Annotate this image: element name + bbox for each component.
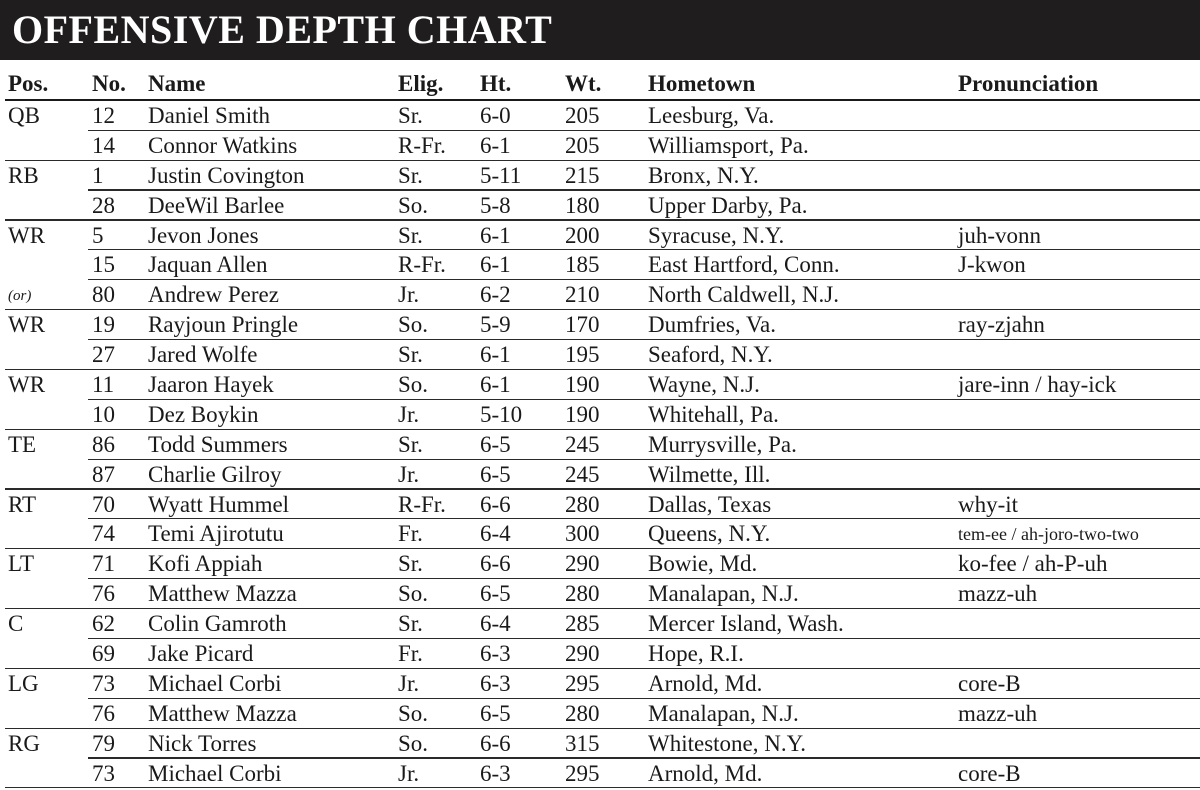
pronunciation-cell: core-B (958, 760, 1021, 786)
eligibility-cell: So. (398, 700, 429, 726)
number-cell: 76 (92, 581, 115, 607)
weight-cell: 280 (565, 491, 600, 517)
name-cell: Justin Covington (148, 162, 305, 188)
hometown-cell: East Hartford, Conn. (648, 252, 840, 278)
weight-cell: 205 (565, 132, 600, 158)
number-cell: 86 (92, 431, 115, 457)
table-row (0, 101, 1200, 131)
number-cell: 71 (92, 551, 115, 577)
eligibility-cell: So. (398, 730, 429, 756)
position-cell: RT (8, 491, 37, 517)
weight-cell: 200 (565, 222, 600, 248)
hometown-cell: Arnold, Md. (648, 670, 763, 696)
pronunciation-cell: ray-zjahn (958, 312, 1045, 338)
pronunciation-cell: why-it (958, 491, 1019, 517)
hometown-cell: North Caldwell, N.J. (648, 282, 840, 308)
weight-cell: 190 (565, 372, 600, 398)
number-cell: 14 (92, 132, 115, 158)
position-cell: QB (8, 103, 40, 128)
name-cell: Charlie Gilroy (148, 461, 282, 487)
weight-cell: 190 (565, 401, 600, 427)
weight-cell: 185 (565, 252, 600, 278)
hometown-cell: Queens, N.Y. (648, 521, 771, 547)
eligibility-cell: Sr. (398, 431, 423, 457)
weight-cell: 170 (565, 312, 600, 338)
eligibility-cell: Fr. (398, 521, 423, 547)
hometown-cell: Williamsport, Pa. (648, 132, 809, 158)
pronunciation-cell: juh-vonn (958, 222, 1042, 248)
weight-cell: 205 (565, 103, 600, 128)
roster-table (0, 101, 1200, 788)
table-row (0, 430, 1200, 460)
table-row (0, 759, 1200, 789)
header-no: No. (92, 71, 126, 96)
height-cell: 6-4 (480, 521, 511, 547)
name-cell: Nick Torres (148, 730, 257, 756)
height-cell: 6-3 (480, 641, 511, 667)
table-row (0, 191, 1200, 221)
weight-cell: 315 (565, 730, 600, 756)
table-row (0, 400, 1200, 430)
height-cell: 5-8 (480, 192, 511, 218)
name-cell: Matthew Mazza (148, 581, 297, 607)
weight-cell: 285 (565, 611, 600, 637)
name-cell: Dez Boykin (148, 401, 259, 427)
weight-cell: 195 (565, 342, 600, 368)
hometown-cell: Wilmette, Ill. (648, 461, 771, 487)
name-cell: Michael Corbi (148, 670, 282, 696)
table-row (0, 460, 1200, 490)
hometown-cell: Upper Darby, Pa. (648, 192, 808, 218)
height-cell: 6-3 (480, 760, 511, 786)
position-cell: RG (8, 730, 40, 756)
name-cell: Matthew Mazza (148, 700, 297, 726)
number-cell: 70 (92, 491, 115, 517)
height-cell: 6-6 (480, 730, 511, 756)
table-row (0, 250, 1200, 280)
position-cell: C (8, 611, 24, 637)
hometown-cell: Whitehall, Pa. (648, 401, 779, 427)
height-cell: 6-1 (480, 372, 511, 398)
name-cell: Colin Gamroth (148, 611, 287, 637)
table-row (0, 161, 1200, 191)
number-cell: 69 (92, 641, 115, 667)
table-row (0, 699, 1200, 729)
hometown-cell: Bowie, Md. (648, 551, 758, 577)
name-cell: Daniel Smith (148, 103, 271, 128)
position-cell: RB (8, 162, 39, 188)
header-hometown: Hometown (648, 71, 756, 96)
height-cell: 6-1 (480, 222, 511, 248)
name-cell: Michael Corbi (148, 760, 282, 786)
hometown-cell: Manalapan, N.J. (648, 700, 799, 726)
height-cell: 6-6 (480, 491, 511, 517)
number-cell: 5 (92, 222, 104, 248)
page-title: OFFENSIVE DEPTH CHART (12, 7, 553, 52)
table-row (0, 221, 1200, 251)
name-cell: Andrew Perez (148, 282, 279, 308)
hometown-cell: Whitestone, N.Y. (648, 730, 807, 756)
height-cell: 5-11 (480, 162, 522, 188)
number-cell: 73 (92, 760, 115, 786)
height-cell: 6-2 (480, 282, 511, 308)
row-divider (5, 787, 1200, 788)
table-row (0, 131, 1200, 161)
name-cell: Jevon Jones (148, 222, 259, 248)
hometown-cell: Murrysville, Pa. (648, 431, 797, 457)
pronunciation-cell: mazz-uh (958, 581, 1038, 607)
weight-cell: 280 (565, 700, 600, 726)
height-cell: 6-1 (480, 342, 511, 368)
weight-cell: 295 (565, 760, 600, 786)
number-cell: 87 (92, 461, 115, 487)
number-cell: 28 (92, 192, 115, 218)
weight-cell: 180 (565, 192, 600, 218)
table-row (0, 280, 1200, 310)
weight-cell: 290 (565, 551, 600, 577)
position-cell: (or) (8, 288, 32, 305)
name-cell: Connor Watkins (148, 132, 298, 158)
hometown-cell: Dallas, Texas (648, 491, 772, 517)
number-cell: 27 (92, 342, 115, 368)
table-row (0, 669, 1200, 699)
pronunciation-cell: tem-ee / ah-joro-two-two (958, 524, 1139, 545)
eligibility-cell: Sr. (398, 222, 423, 248)
weight-cell: 290 (565, 641, 600, 667)
height-cell: 6-3 (480, 670, 511, 696)
hometown-cell: Syracuse, N.Y. (648, 222, 785, 248)
name-cell: DeeWil Barlee (148, 192, 285, 218)
height-cell: 6-5 (480, 581, 511, 607)
number-cell: 12 (92, 103, 115, 128)
eligibility-cell: Sr. (398, 551, 423, 577)
weight-cell: 245 (565, 461, 600, 487)
eligibility-cell: Sr. (398, 342, 423, 368)
eligibility-cell: Jr. (398, 401, 420, 427)
name-cell: Jaquan Allen (148, 252, 268, 278)
weight-cell: 215 (565, 162, 600, 188)
weight-cell: 210 (565, 282, 600, 308)
name-cell: Todd Summers (148, 431, 288, 457)
height-cell: 5-10 (480, 401, 523, 427)
number-cell: 1 (92, 162, 104, 188)
number-cell: 10 (92, 401, 115, 427)
number-cell: 73 (92, 670, 115, 696)
eligibility-cell: So. (398, 581, 429, 607)
header-pronunciation: Pronunciation (958, 71, 1099, 96)
position-cell: WR (8, 222, 46, 248)
height-cell: 6-5 (480, 700, 511, 726)
height-cell: 5-9 (480, 312, 511, 338)
table-row (0, 609, 1200, 639)
pronunciation-cell: jare-inn / hay-ick (958, 372, 1117, 398)
eligibility-cell: Jr. (398, 670, 420, 696)
table-row (0, 340, 1200, 370)
name-cell: Wyatt Hummel (148, 491, 290, 517)
number-cell: 19 (92, 312, 115, 338)
table-row (0, 370, 1200, 400)
name-cell: Jared Wolfe (148, 342, 258, 368)
position-cell: WR (8, 372, 46, 398)
position-cell: LG (8, 670, 39, 696)
number-cell: 11 (92, 372, 115, 398)
position-cell: WR (8, 312, 46, 338)
position-cell: TE (8, 431, 37, 457)
hometown-cell: Wayne, N.J. (648, 372, 760, 398)
header-wt: Wt. (565, 71, 602, 96)
pronunciation-cell: mazz-uh (958, 700, 1038, 726)
weight-cell: 280 (565, 581, 600, 607)
eligibility-cell: So. (398, 192, 429, 218)
table-row (0, 639, 1200, 669)
eligibility-cell: R-Fr. (398, 252, 446, 278)
column-header-row (0, 68, 1200, 100)
number-cell: 76 (92, 700, 115, 726)
header-elig: Elig. (398, 71, 444, 96)
name-cell: Kofi Appiah (148, 551, 263, 577)
hometown-cell: Dumfries, Va. (648, 312, 776, 338)
weight-cell: 300 (565, 521, 600, 547)
height-cell: 6-1 (480, 132, 511, 158)
hometown-cell: Arnold, Md. (648, 760, 763, 786)
pronunciation-cell: ko-fee / ah-P-uh (958, 551, 1108, 577)
number-cell: 80 (92, 282, 115, 308)
number-cell: 74 (92, 521, 115, 547)
table-row (0, 549, 1200, 579)
pronunciation-cell: J-kwon (958, 252, 1026, 278)
hometown-cell: Manalapan, N.J. (648, 581, 799, 607)
hometown-cell: Mercer Island, Wash. (648, 611, 844, 637)
table-row (0, 579, 1200, 609)
height-cell: 6-1 (480, 252, 511, 278)
table-row (0, 490, 1200, 520)
height-cell: 6-5 (480, 461, 511, 487)
height-cell: 6-6 (480, 551, 511, 577)
eligibility-cell: Fr. (398, 641, 423, 667)
eligibility-cell: Jr. (398, 760, 420, 786)
table-row (0, 310, 1200, 340)
header-ht: Ht. (480, 71, 512, 96)
eligibility-cell: So. (398, 372, 429, 398)
name-cell: Temi Ajirotutu (148, 521, 284, 547)
hometown-cell: Seaford, N.Y. (648, 342, 773, 368)
number-cell: 62 (92, 611, 115, 637)
weight-cell: 295 (565, 670, 600, 696)
table-row (0, 519, 1200, 549)
height-cell: 6-0 (480, 103, 511, 128)
hometown-cell: Leesburg, Va. (648, 103, 775, 128)
eligibility-cell: Sr. (398, 103, 423, 128)
name-cell: Jaaron Hayek (148, 372, 274, 398)
eligibility-cell: Jr. (398, 282, 420, 308)
hometown-cell: Bronx, N.Y. (648, 162, 759, 188)
title-banner (0, 0, 1200, 60)
eligibility-cell: Jr. (398, 461, 420, 487)
header-name: Name (148, 71, 206, 96)
eligibility-cell: So. (398, 312, 429, 338)
eligibility-cell: Sr. (398, 611, 423, 637)
pronunciation-cell: core-B (958, 670, 1021, 696)
name-cell: Rayjoun Pringle (148, 312, 299, 338)
hometown-cell: Hope, R.I. (648, 641, 744, 667)
number-cell: 79 (92, 730, 115, 756)
header-pos: Pos. (8, 71, 49, 96)
position-cell: LT (8, 551, 34, 577)
height-cell: 6-5 (480, 431, 511, 457)
number-cell: 15 (92, 252, 115, 278)
eligibility-cell: R-Fr. (398, 132, 446, 158)
eligibility-cell: Sr. (398, 162, 423, 188)
eligibility-cell: R-Fr. (398, 491, 446, 517)
height-cell: 6-4 (480, 611, 511, 637)
table-row (0, 729, 1200, 759)
weight-cell: 245 (565, 431, 600, 457)
name-cell: Jake Picard (148, 641, 254, 667)
